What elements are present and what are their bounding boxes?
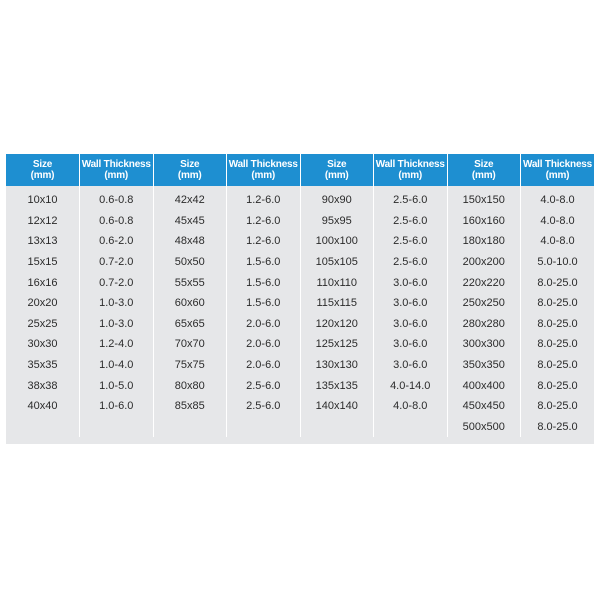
size-cell: 120x120 bbox=[300, 314, 374, 335]
wall-thickness-cell: 0.7-2.0 bbox=[80, 252, 154, 273]
header-wall-thickness bbox=[80, 154, 154, 186]
wall-thickness-cell: 4.0-8.0 bbox=[540, 214, 575, 227]
size-cell: 105x105 bbox=[300, 252, 374, 273]
size-cell: 50x50 bbox=[153, 252, 227, 273]
wall-thickness-cell: 1.0-3.0 bbox=[80, 314, 154, 335]
header-wall-thickness bbox=[227, 154, 301, 186]
table-row bbox=[6, 231, 594, 252]
header-unit: (mm) bbox=[471, 170, 496, 181]
wall-thickness-cell: 1.5-6.0 bbox=[227, 272, 301, 293]
wall-thickness-cell bbox=[374, 417, 448, 438]
size-cell: 60x60 bbox=[153, 293, 227, 314]
wall-thickness-cell: 2.5-6.0 bbox=[374, 231, 448, 252]
wall-thickness-cell: 2.5-6.0 bbox=[374, 211, 448, 232]
size-cell: 110x110 bbox=[300, 272, 374, 293]
wall-thickness-cell: 1.5-6.0 bbox=[227, 252, 301, 273]
table-row bbox=[6, 334, 594, 355]
size-cell: 250x250 bbox=[447, 293, 521, 314]
header-unit: (mm) bbox=[104, 170, 129, 181]
wall-thickness-cell: 8.0-25.0 bbox=[537, 276, 578, 289]
wall-thickness-cell: 2.0-6.0 bbox=[227, 355, 301, 376]
size-cell: 70x70 bbox=[153, 334, 227, 355]
size-cell: 125x125 bbox=[300, 334, 374, 355]
table-row bbox=[6, 186, 594, 211]
table-row bbox=[6, 417, 594, 438]
header-label: Size bbox=[474, 159, 494, 170]
wall-thickness-cell: 1.2-6.0 bbox=[227, 231, 301, 252]
header-label: Wall Thickness bbox=[375, 159, 445, 170]
table-body bbox=[6, 186, 594, 437]
size-cell: 15x15 bbox=[6, 252, 80, 273]
size-cell: 55x55 bbox=[153, 272, 227, 293]
wall-thickness-cell: 8.0-25.0 bbox=[537, 359, 578, 372]
wall-thickness-cell: 0.6-0.8 bbox=[80, 211, 154, 232]
wall-thickness-cell: 4.0-8.0 bbox=[540, 194, 575, 207]
size-cell: 135x135 bbox=[300, 375, 374, 396]
table-row bbox=[6, 375, 594, 396]
wall-thickness-cell: 4.0-8.0 bbox=[374, 396, 448, 417]
wall-thickness-cell: 3.0-6.0 bbox=[374, 334, 448, 355]
header-size bbox=[300, 154, 374, 186]
size-cell: 25x25 bbox=[6, 314, 80, 335]
header-label: Wall Thickness bbox=[522, 159, 593, 170]
size-cell bbox=[153, 417, 227, 438]
wall-thickness-cell: 8.0-25.0 bbox=[537, 297, 578, 310]
header-size bbox=[153, 154, 227, 186]
table-row bbox=[6, 396, 594, 417]
wall-thickness-cell: 3.0-6.0 bbox=[374, 272, 448, 293]
header-label: Wall Thickness bbox=[81, 159, 151, 170]
header-label: Size bbox=[32, 159, 53, 170]
wall-thickness-cell: 2.5-6.0 bbox=[227, 375, 301, 396]
size-cell: 38x38 bbox=[6, 375, 80, 396]
header-size bbox=[6, 154, 80, 186]
wall-thickness-cell: 8.0-25.0 bbox=[537, 317, 578, 330]
header-unit: (mm) bbox=[177, 170, 202, 181]
header-label: Wall Thickness bbox=[228, 159, 298, 170]
wall-thickness-cell: 0.6-0.8 bbox=[80, 186, 154, 211]
table-row bbox=[6, 252, 594, 273]
wall-thickness-cell: 8.0-25.0 bbox=[537, 400, 578, 413]
header-wall-thickness bbox=[374, 154, 448, 186]
size-cell: 150x150 bbox=[447, 186, 521, 211]
size-cell: 10x10 bbox=[6, 186, 80, 211]
wall-thickness-cell: 1.2-6.0 bbox=[227, 186, 301, 211]
wall-thickness-cell: 1.0-6.0 bbox=[80, 396, 154, 417]
header-label: Size bbox=[180, 159, 200, 170]
table-row bbox=[6, 211, 594, 232]
size-cell bbox=[300, 417, 374, 438]
wall-thickness-cell: 2.5-6.0 bbox=[374, 252, 448, 273]
size-cell: 180x180 bbox=[447, 231, 521, 252]
size-cell: 85x85 bbox=[153, 396, 227, 417]
size-cell: 30x30 bbox=[6, 334, 80, 355]
size-cell: 220x220 bbox=[447, 272, 521, 293]
size-cell: 20x20 bbox=[6, 293, 80, 314]
wall-thickness-cell: 0.6-2.0 bbox=[80, 231, 154, 252]
wall-thickness-cell: 2.5-6.0 bbox=[227, 396, 301, 417]
size-cell: 400x400 bbox=[447, 375, 521, 396]
wall-thickness-cell: 1.5-6.0 bbox=[227, 293, 301, 314]
wall-thickness-cell: 2.0-6.0 bbox=[227, 334, 301, 355]
size-cell: 35x35 bbox=[6, 355, 80, 376]
square-tube-size-table bbox=[6, 154, 594, 437]
wall-thickness-cell: 1.2-6.0 bbox=[227, 211, 301, 232]
size-cell: 95x95 bbox=[300, 211, 374, 232]
size-cell: 500x500 bbox=[447, 417, 521, 438]
wall-thickness-cell: 3.0-6.0 bbox=[374, 293, 448, 314]
size-cell: 200x200 bbox=[447, 252, 521, 273]
size-cell: 42x42 bbox=[153, 186, 227, 211]
wall-thickness-cell: 8.0-25.0 bbox=[537, 420, 578, 433]
wall-thickness-cell: 3.0-6.0 bbox=[374, 314, 448, 335]
table-row bbox=[6, 355, 594, 376]
size-cell: 100x100 bbox=[300, 231, 374, 252]
wall-thickness-cell: 1.2-4.0 bbox=[80, 334, 154, 355]
wall-thickness-cell: 3.0-6.0 bbox=[374, 355, 448, 376]
wall-thickness-cell: 1.0-4.0 bbox=[80, 355, 154, 376]
wall-thickness-cell: 2.5-6.0 bbox=[374, 186, 448, 211]
size-cell: 75x75 bbox=[153, 355, 227, 376]
wall-thickness-cell: 8.0-25.0 bbox=[537, 338, 578, 351]
size-cell: 130x130 bbox=[300, 355, 374, 376]
table-row bbox=[6, 314, 594, 335]
header-unit: (mm) bbox=[398, 170, 423, 181]
size-cell: 280x280 bbox=[447, 314, 521, 335]
size-cell: 65x65 bbox=[153, 314, 227, 335]
wall-thickness-cell: 8.0-25.0 bbox=[537, 379, 578, 392]
size-cell: 48x48 bbox=[153, 231, 227, 252]
size-cell: 350x350 bbox=[447, 355, 521, 376]
size-cell: 13x13 bbox=[6, 231, 80, 252]
wall-thickness-cell bbox=[80, 417, 154, 438]
header-unit: (mm) bbox=[324, 170, 349, 181]
wall-thickness-cell: 1.0-3.0 bbox=[80, 293, 154, 314]
size-cell: 45x45 bbox=[153, 211, 227, 232]
wall-thickness-cell bbox=[227, 417, 301, 438]
table-header-row bbox=[6, 154, 594, 186]
size-cell: 450x450 bbox=[447, 396, 521, 417]
table-row bbox=[6, 293, 594, 314]
wall-thickness-cell: 5.0-10.0 bbox=[537, 256, 578, 269]
size-cell: 80x80 bbox=[153, 375, 227, 396]
header-size bbox=[447, 154, 521, 186]
size-cell: 12x12 bbox=[6, 211, 80, 232]
header-unit: (mm) bbox=[251, 170, 276, 181]
header-unit: (mm) bbox=[545, 170, 570, 181]
size-cell: 40x40 bbox=[6, 396, 80, 417]
wall-thickness-cell: 4.0-8.0 bbox=[540, 235, 575, 248]
size-cell: 90x90 bbox=[300, 186, 374, 211]
table-row bbox=[6, 272, 594, 293]
header-label: Size bbox=[327, 159, 347, 170]
size-cell: 140x140 bbox=[300, 396, 374, 417]
header-wall-thickness bbox=[521, 154, 595, 186]
wall-thickness-cell: 4.0-14.0 bbox=[374, 375, 448, 396]
size-cell: 115x115 bbox=[300, 293, 374, 314]
size-cell: 160x160 bbox=[447, 211, 521, 232]
header-unit: (mm) bbox=[30, 170, 55, 181]
size-cell: 300x300 bbox=[447, 334, 521, 355]
wall-thickness-cell: 1.0-5.0 bbox=[80, 375, 154, 396]
size-cell bbox=[6, 417, 80, 438]
size-cell: 16x16 bbox=[6, 272, 80, 293]
wall-thickness-cell: 2.0-6.0 bbox=[227, 314, 301, 335]
size-table-panel bbox=[6, 154, 594, 444]
wall-thickness-cell: 0.7-2.0 bbox=[80, 272, 154, 293]
